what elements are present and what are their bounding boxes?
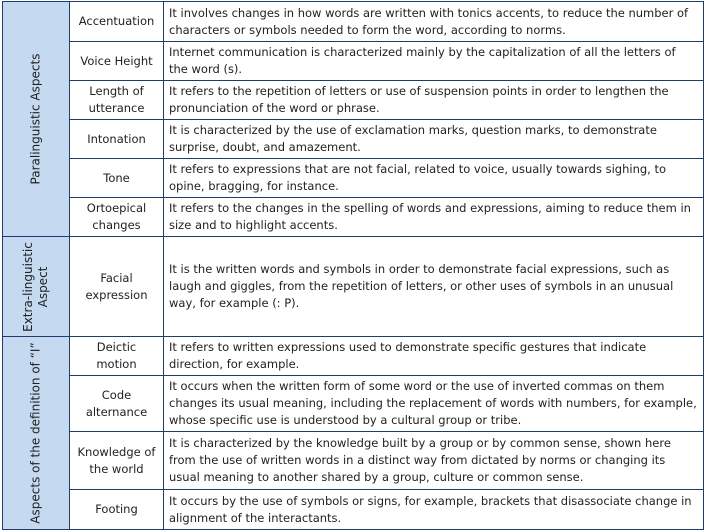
- table-row: [3, 159, 704, 198]
- description-cell: It occurs when the written form of some word or the use of inverted commas on them changes its usual meaning, including the replacement of words with numbers, for example, whose specific use is understood by a cultural group or tribe.: [164, 376, 704, 432]
- description-cell: It occurs by the use of symbols or signs, for example, brackets that disassociate change in alignment of the interactants.: [164, 490, 704, 530]
- aspect-cell: Ortoepical changes: [70, 198, 164, 237]
- aspect-cell: Deictic motion: [70, 337, 164, 376]
- group-header-paralinguistic: [3, 2, 70, 237]
- aspect-cell: Voice Height: [70, 42, 164, 81]
- description-cell: It is characterized by the knowledge built by a group or by common sense, shown here from the use of written words in a distinct way from dictated by norms or changing its usual meaning to another shared by a group, culture or common sense.: [164, 432, 704, 490]
- table-row: [3, 42, 704, 81]
- aspect-cell: Knowledge of the world: [70, 432, 164, 490]
- description-cell: It involves changes in how words are written with tonics accents, to reduce the number of characters or symbols needed to form the word, according to norms.: [164, 2, 704, 42]
- description-cell: Internet communication is characterized mainly by the capitalization of all the letters of the word (s).: [164, 42, 704, 81]
- aspect-cell: Accentuation: [70, 2, 164, 42]
- table-row: [3, 198, 704, 237]
- table-row: [3, 376, 704, 432]
- group-label: Extra-linguistic Aspect: [21, 241, 50, 332]
- table-row: [3, 2, 704, 42]
- aspect-cell: Footing: [70, 490, 164, 530]
- description-cell: It refers to the changes in the spelling of words and expressions, aiming to reduce them in size and to highlight accents.: [164, 198, 704, 237]
- table-row: [3, 81, 704, 120]
- description-cell: It is characterized by the use of exclamation marks, question marks, to demonstrate surprise, doubt, and amazement.: [164, 120, 704, 159]
- description-cell: It refers to written expressions used to demonstrate specific gestures that indicate direction, for example.: [164, 337, 704, 376]
- description-cell: It is the written words and symbols in order to demonstrate facial expressions, such as laugh and giggles, from the repetition of letters, or other uses of symbols in an unusual way, for example (: P).: [164, 237, 704, 337]
- description-cell: It refers to the repetition of letters or use of suspension points in order to lengthen the pronunciation of the word or phrase.: [164, 81, 704, 120]
- table-row: [3, 237, 704, 337]
- group-header-extralinguistic: [3, 237, 70, 337]
- description-cell: It refers to expressions that are not facial, related to voice, usually towards sighing, to opine, bragging, for instance.: [164, 159, 704, 198]
- aspects-table: [2, 1, 704, 530]
- aspect-cell: Tone: [70, 159, 164, 198]
- aspect-cell: Facial expression: [70, 237, 164, 337]
- table-row: [3, 432, 704, 490]
- aspect-cell: Length of utterance: [70, 81, 164, 120]
- group-label: Paralinguistic Aspects: [28, 53, 43, 185]
- aspect-cell: Intonation: [70, 120, 164, 159]
- table-row: [3, 490, 704, 530]
- table-row: [3, 337, 704, 376]
- aspect-cell: Code alternance: [70, 376, 164, 432]
- table-row: [3, 120, 704, 159]
- group-header-definition-of-i: [3, 337, 70, 530]
- group-label: Aspects of the definition of “I”: [28, 342, 43, 524]
